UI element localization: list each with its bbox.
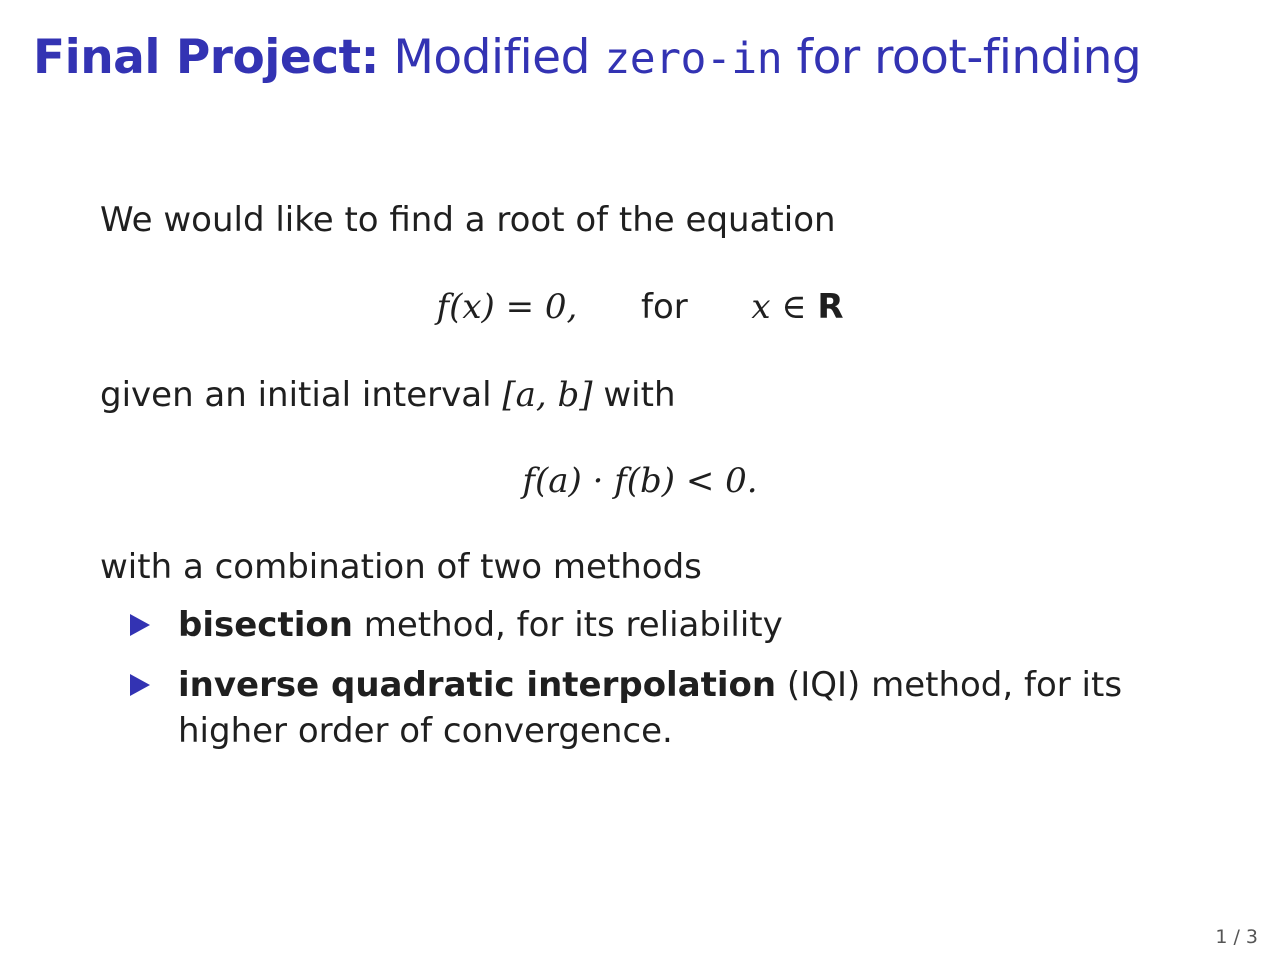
bullet-bold: bisection [178, 605, 353, 645]
bullet-rest: (IQI) method, for its higher order of convergence. [178, 665, 1123, 751]
title-code: zero-in [604, 34, 783, 84]
methods-text: with a combination of two methods [100, 547, 702, 587]
methods-list [130, 602, 1210, 768]
intro-text: We would like to find a root of the equation [100, 200, 836, 240]
interval-text-before: given an initial interval [100, 375, 503, 415]
equation-lhs: f(x) = 0, [436, 287, 578, 327]
slide-title [33, 28, 1141, 89]
sign-condition: f(a) · f(b) < 0. [522, 461, 758, 501]
interval-notation: [a, b] [502, 375, 593, 415]
list-item [130, 662, 1210, 754]
interval-text-after: with [592, 375, 676, 415]
title-bold: Final Project: [33, 30, 379, 85]
equation-for: for [640, 287, 688, 327]
bullet-triangle-icon [130, 674, 150, 696]
interval-text [100, 373, 676, 417]
equation-var: x ∈ [751, 287, 818, 327]
bullet-bold: inverse quadratic interpolation [178, 665, 777, 705]
bullet-triangle-icon [130, 614, 150, 636]
real-set-symbol: R [817, 287, 844, 327]
title-pre: Modified [393, 30, 590, 85]
page-number: 1 / 3 [1215, 926, 1258, 948]
list-item [130, 602, 1210, 648]
root-equation [0, 285, 1280, 329]
title-post: for root-finding [796, 30, 1142, 85]
sign-condition-equation [0, 459, 1280, 503]
bullet-rest: method, for its reliability [352, 605, 783, 645]
